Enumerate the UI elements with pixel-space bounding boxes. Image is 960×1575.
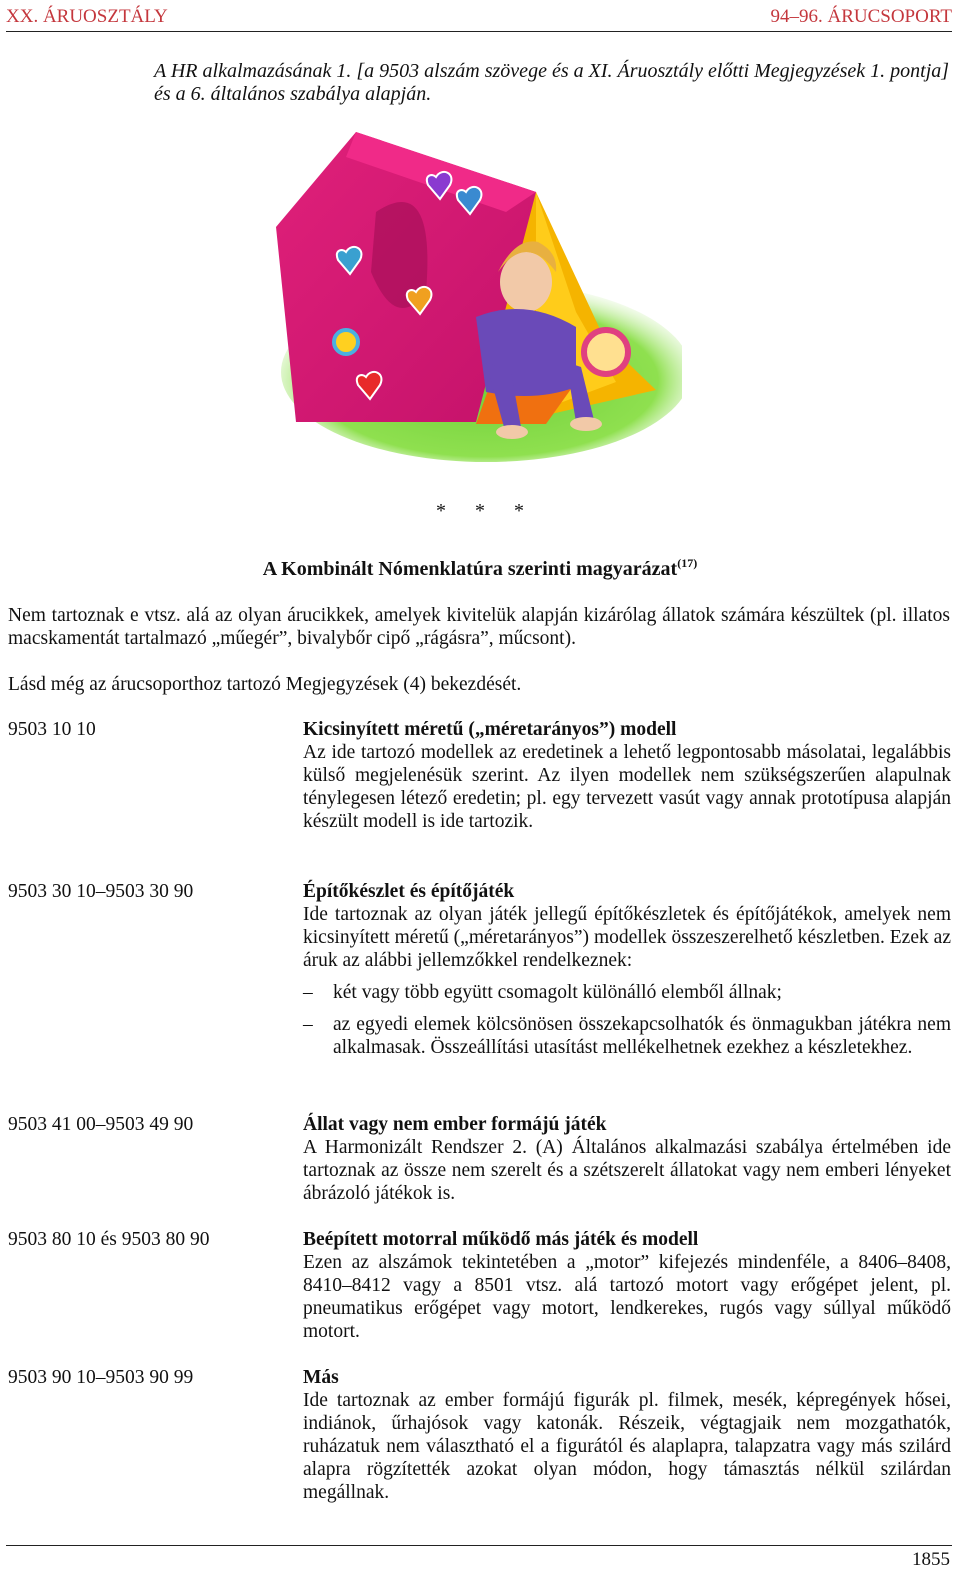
entry-text: Ezen az alszámok tekintetében a „motor” kifejezés mindenféle, a 8406–8408, 8410–8412 vagy a 8501 vtsz. alá tartozó motort vagy erőgépet jelent, pl. pneumatikus erőgépet vagy motort, lendkerekes, rugós vagy súllyal működő motort. [303,1252,951,1342]
entry-title: Építőkészlet és építőjáték [303,881,515,902]
entry-title: Kicsinyített méretű („méretarányos”) modell [303,719,677,740]
entry-code: 9503 90 10–9503 90 99 [8,1367,194,1388]
see-also-paragraph: Lásd még az árucsoporthoz tartozó Megjegyzések (4) bekezdését. [8,674,522,695]
entry-text: A Harmonizált Rendszer 2. (A) Általános alkalmazási szabálya értelmében ide tartoznak az össze nem szerelt és a szétszerelt állatokat vagy nem emberi lényeket ábrázoló játékok is. [303,1137,951,1204]
entry-text: Ide tartoznak az olyan játék jellegű építőkészletek és építőjátékok, amelyek nem kicsinyített méretű („méretarányos”) modellek összeszerelhető készletben. Ezek az áruk az alábbi jellemzőkkel rendelkeznek: [303,904,951,971]
entry-text: Ide tartoznak az ember formájú figurák pl. filmek, mesék, képregények hősei, indiánok, űrhajósok vagy katonák. Részeik, végtagjaik nem mozgathatók, ruházatuk nem választható el a figurától és alaplapra, talapzatra vagy más szilárd alapra rögzítették azokat olyan módon, hogy támasztás nélkül szilárdan megállnak. [303,1390,951,1503]
list-item-text: az egyedi elemek kölcsönösen összekapcsolhatók és önmagukban játékra nem alkalmasak. Összeállítási utasítást mellékelhetnek ezekhez a készletekhez. [333,1014,951,1058]
section-separator: * * * [436,500,536,522]
list-item-text: két vagy több együtt csomagolt különálló elemből állnak; [333,982,782,1003]
entry-code: 9503 41 00–9503 49 90 [8,1114,194,1135]
entry-code: 9503 30 10–9503 30 90 [8,881,194,902]
entry-title: Állat vagy nem ember formájú játék [303,1114,607,1135]
entry-code: 9503 80 10 és 9503 80 90 [8,1229,210,1250]
entry-code: 9503 10 10 [8,719,96,740]
footer-divider [6,1545,952,1546]
header-group: 94–96. ÁRUCSOPORT [770,6,952,27]
exclusion-paragraph: Nem tartoznak e vtsz. alá az olyan árucikkek, amelyek kivitelük alapján kizárólag állatok számára készültek (pl. illatos macskamentát tartalmazó „műegér”, bivalybőr cipő „rágásra”, műcsont). [8,605,950,649]
entry-title: Beépített motorral működő más játék és modell [303,1229,699,1250]
section-title-note: (17) [677,556,698,570]
toy-tent-photo [276,132,682,472]
list-item: – az egyedi elemek kölcsönösen összekapcsolhatók és önmagukban játékra nem alkalmasak. Összeállítási utasítást mellékelhetnek ezekhez a készletekhez. [303,1014,951,1058]
page-number: 1855 [912,1549,950,1570]
section-title [0,558,960,581]
header-chapter: XX. ÁRUOSZTÁLY [6,6,168,27]
list-item: – két vagy több együtt csomagolt különálló elemből állnak; [303,981,951,1004]
page-header [6,3,952,32]
section-title-text: A Kombinált Nómenklatúra szerinti magyarázat [262,558,678,580]
intro-note: A HR alkalmazásának 1. [a 9503 alszám szövege és a XI. Áruosztály előtti Megjegyzések 1. pontja] és a 6. általános szabálya alapján. [154,60,950,105]
entry-text: Az ide tartozó modellek az eredetinek a lehető legpontosabb másolatai, legalábbis külső megjelenésük szerint. Az ilyen modellek nem szükségszerűen alapulnak ténylegesen létező eredetin; pl. egy tervezett vasút vagy annak prototípusa alapján készült modell is ide tartozik. [303,742,951,832]
entry-title: Más [303,1367,339,1388]
